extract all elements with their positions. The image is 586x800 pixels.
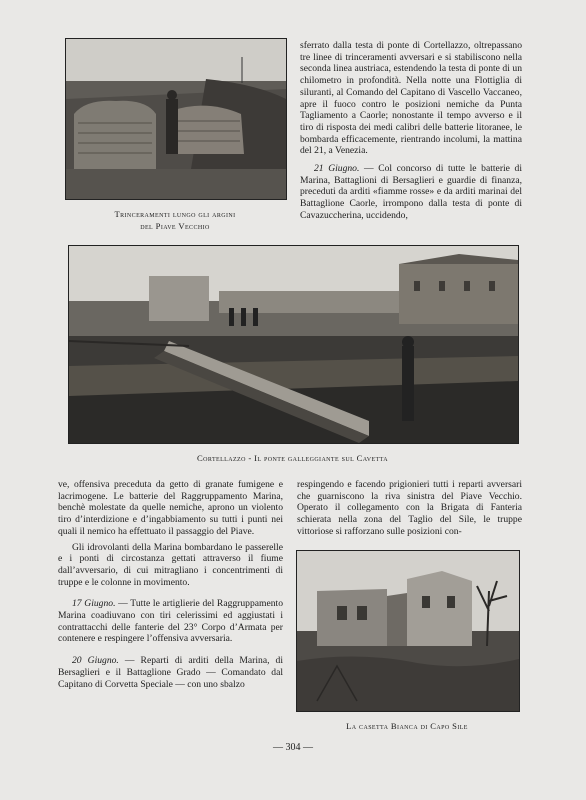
paragraph-june20 (58, 655, 283, 690)
page-number: — 304 — (273, 742, 313, 753)
photo-trinceramenti (65, 38, 287, 200)
photo-cortellazzo (68, 245, 519, 444)
text-column-bottom-right (297, 479, 522, 538)
caption-trinceramenti (65, 208, 285, 232)
paragraph-left-2: Gli idrovolanti della Marina bombardano le passerelle e i ponti di circostanza gettati attraverso il fiume dall’avversario, di cui mitragliano i concentrimenti di truppe e le colonne in movimento. (58, 541, 283, 588)
text-column-top-right (300, 40, 522, 222)
paragraph-june21 (300, 163, 522, 222)
caption-cortellazzo: Cortellazzo - Il ponte galleggiante sul Cavetta (197, 453, 388, 463)
paragraph-left-1: ve, offensiva preceduta da getto di granate fumigene e lacrimogene. Le batterie del Raggruppamento Marina, benchè molestate da quelle nemiche, aprono un violento tiro d’interdizione e d’ingabbiamento su tutti i punti nei quali il nemico ha effettuato il passaggio del Piave. (58, 479, 283, 537)
caption-capo-sile: La casetta Bianca di Capo Sile (346, 721, 468, 731)
date-june17: 17 Giugno. (72, 598, 116, 610)
photo-capo-sile (296, 550, 520, 712)
june21-body: — Col concorso di tutte le batterie di Marina, Battaglioni di Bersaglieri e guardie di finanza, preceduti da arditi «fiamme rosse» e da arditi marinai del Battaglione Caorle, irrompono dalla testa di ponte di Cavazuccherina, uccidendo, (300, 163, 523, 221)
date-june21: 21 Giugno. (314, 163, 360, 175)
paragraph-june17 (58, 598, 283, 645)
text-column-bottom-left (58, 479, 283, 690)
house-photo-graphic (297, 551, 519, 711)
june20-body: — Reparti di arditi della Marina, di Bersaglieri e il Battaglione Grado — Comandato dal Capitano di Corvetta Speciale — con uno sbalzo (58, 655, 284, 690)
bridge-photo-graphic (69, 246, 518, 443)
june17-body: — Tutte le artiglierie del Raggruppamento Marina coadiuvano con tiri celerissimi ed aggiustati i contrattacchi delle fanterie del 23° Corpo d’Armata per contenere e respingere l’offensiva avversaria. (58, 598, 284, 645)
paragraph-top-right: sferrato dalla testa di ponte di Cortellazzo, oltrepassano tre linee di trinceramenti avversari e si stabiliscono nella seconda linea austriaca, estendendo la testa di ponte di un chilometro in profondità. Nella notte una Flottiglia di siluranti, al Comando del Capitano di Vascello Vaccaneo, apre il fuoco contro le posizioni nemiche da Punta Tagliamento a Caorle; nonostante il tempo avverso e il tiro di risposta dei medi calibri delle batterie litoranee, le bombarda efficacemente, rientrando incolumi, la mattina del 21, a Venezia. (300, 40, 522, 157)
date-june20: 20 Giugno. (72, 655, 119, 667)
caption-trinceramenti-line2: del Piave Vecchio (140, 221, 210, 231)
paragraph-right-1: respingendo e facendo prigionieri tutti i reparti avversari che guarniscono la riva sinistra del Piave Vecchio. Operato il collegamento con la Brigata di Fanteria schierata nella zona del Taglio del Sile, le truppe vittoriose si rafforzano sulle posizioni con- (297, 479, 522, 537)
caption-trinceramenti-line1: Trinceramenti lungo gli argini (114, 209, 236, 219)
trench-photo-graphic (66, 39, 286, 199)
